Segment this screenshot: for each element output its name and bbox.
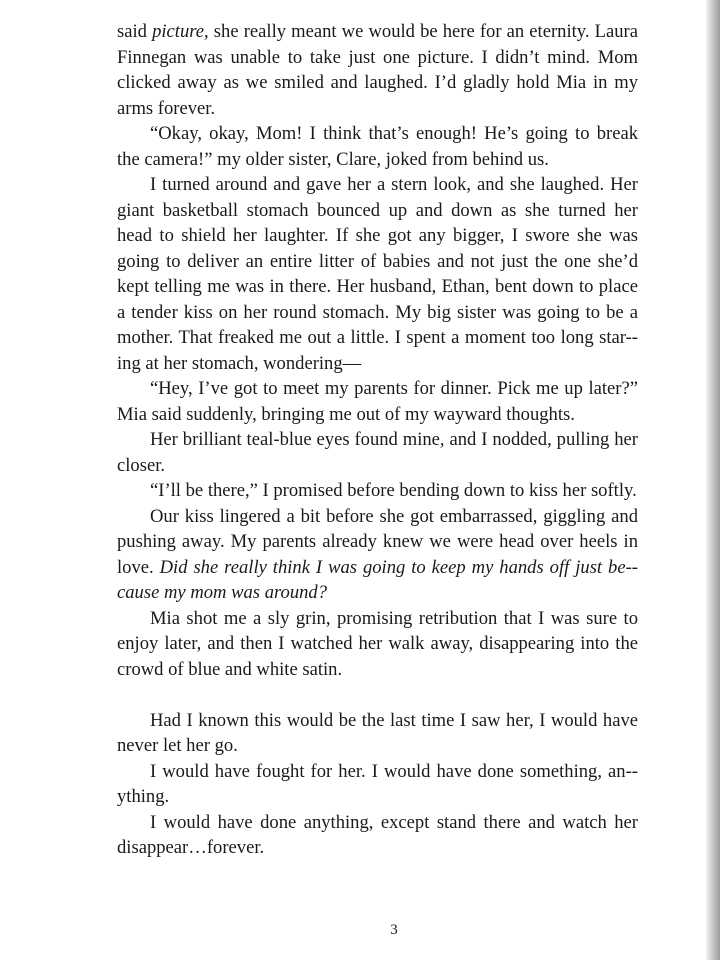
paragraph-text: I turned around and gave her a stern look, and she laughed. Her giant basketball stomach bounced up and down as she turned her head to shield her laughter. If she got any bigger, I swore she was going to deliver an entire litter of babies and not just the one she’d kept telling me was in there. Her husband, Ethan, bent down to place a tender kiss on her round stomach. My big sister was going to be a mother. That freaked me out a little. I spent a moment too long star-ing at her stomach, wondering— [117,174,638,374]
paragraph-text: Our kiss lingered a bit before she got embarrassed, giggling and pushing away. My parents already knew we were head over heels in love. [117,505,638,578]
italic-text: Did she really think I was going to keep my hands off just be-cause my mom was around? [117,556,638,603]
scene-break [117,682,638,708]
paragraph-1 [117,19,638,121]
paragraph-text: Had I known this would be the last time I saw her, I would have never let her go. [117,709,638,756]
paragraph-7 [117,504,638,606]
italic-text: picture [152,21,205,42]
paragraph-9 [117,708,638,759]
paragraph-text: said [117,21,153,42]
paragraph-text: “I’ll be there,” I promised before bending down to kiss her softly. [150,480,637,501]
paragraph-text: Mia shot me a sly grin, promising retribution that I was sure to enjoy later, and then I watched her walk away, disappearing into the crowd of blue and white satin. [117,607,638,680]
paragraph-text: I would have fought for her. I would have done something, an-ything. [117,760,638,807]
paragraph-text: , she really meant we would be here for an eternity. Laura Finnegan was unable to take just one picture. I didn’t mind. Mom clicked away as we smiled and laughed. I’d gladly hold Mia in my arms forever. [117,21,638,119]
paragraph-2 [117,121,638,172]
paragraph-5 [117,427,638,478]
paragraph-3 [117,172,638,376]
paragraph-10 [117,759,638,810]
page-body [117,19,638,861]
page-number: 3 [390,922,398,938]
paragraph-4 [117,376,638,427]
paragraph-text: “Hey, I’ve got to meet my parents for dinner. Pick me up later?” Mia said suddenly, bringing me out of my wayward thoughts. [117,378,638,425]
paragraph-8 [117,606,638,683]
paragraph-text: Her brilliant teal-blue eyes found mine, and I nodded, pulling her closer. [117,429,638,476]
paragraph-text: I would have done anything, except stand there and watch her disappear…forever. [117,811,638,858]
page-edge-shadow [706,0,720,960]
paragraph-11 [117,810,638,861]
paragraph-text: “Okay, okay, Mom! I think that’s enough! He’s going to break the camera!” my older sister, Clare, joked from behind us. [117,123,638,170]
paragraph-6 [117,478,638,504]
